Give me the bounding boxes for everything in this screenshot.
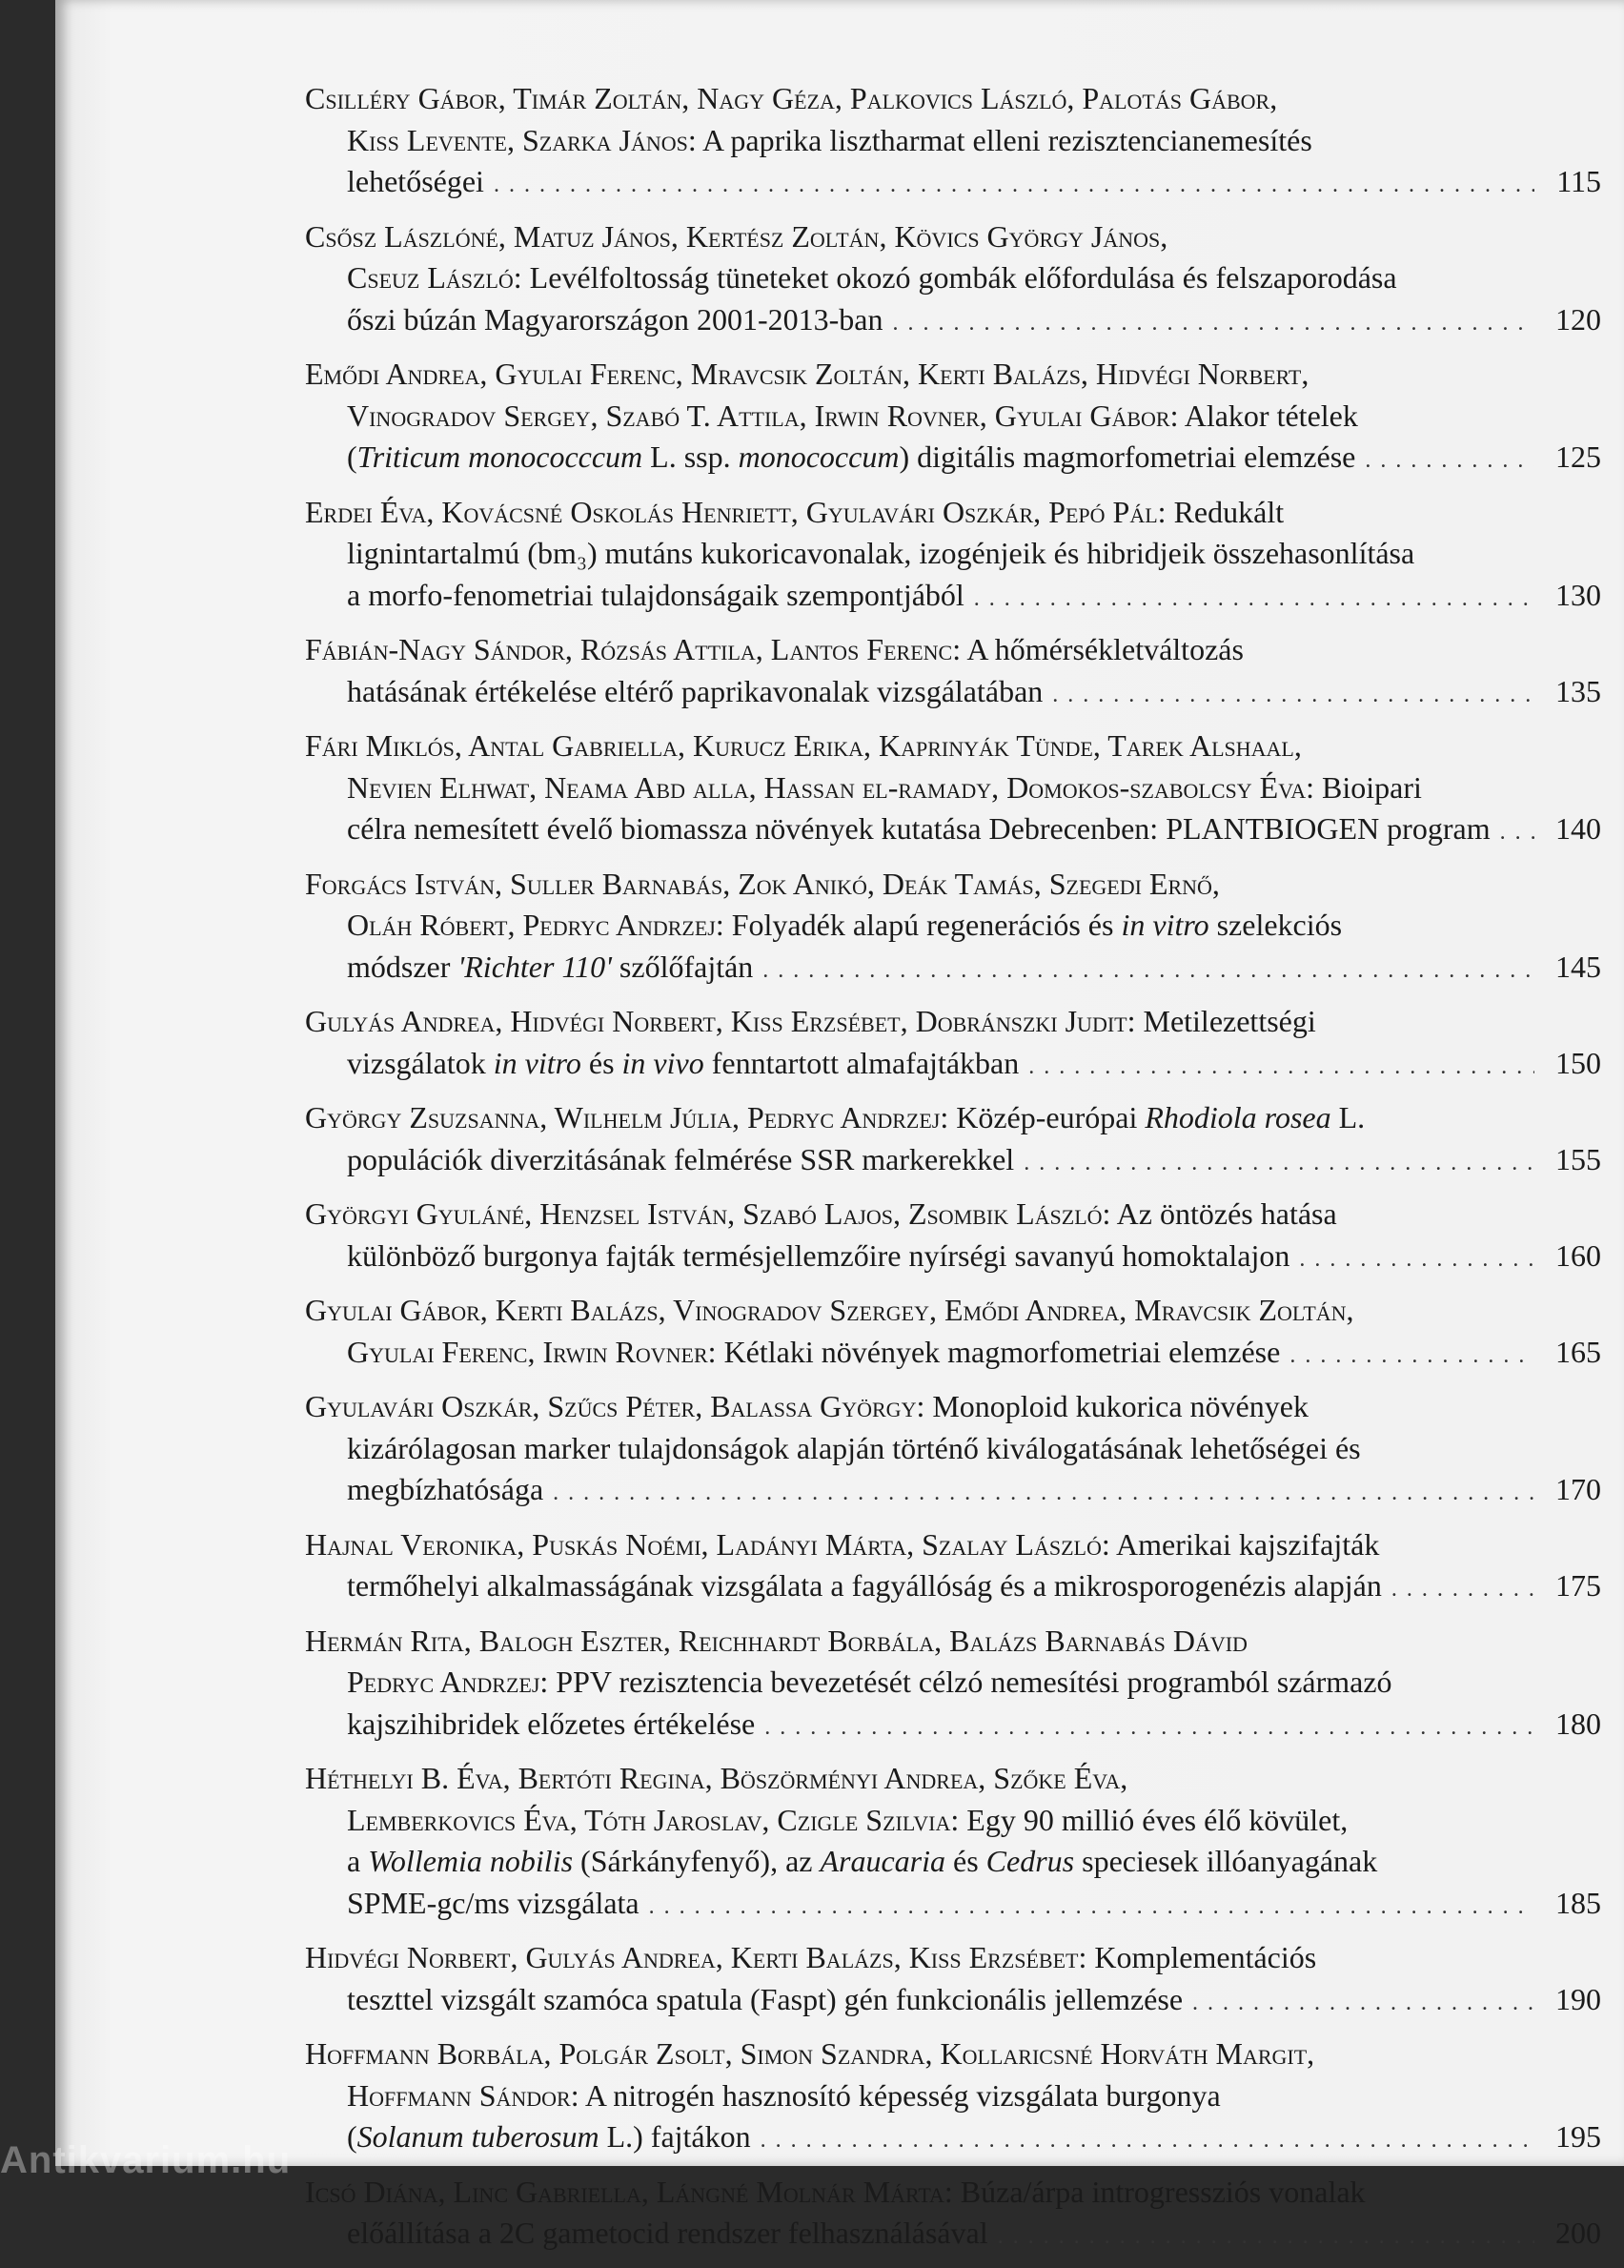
page-number: 165 bbox=[1555, 1334, 1601, 1369]
title-text: : Levélfoltosság tüneteket okozó gombák előfordulása és felszaporodása bbox=[513, 260, 1397, 295]
toc-last-line-text bbox=[347, 1565, 1382, 1607]
toc-line bbox=[305, 2172, 1601, 2214]
italic-text: in vitro bbox=[1121, 908, 1209, 942]
toc-entry bbox=[305, 725, 1601, 854]
toc-line bbox=[305, 2033, 1601, 2075]
title-text: lehetőségei bbox=[347, 164, 484, 198]
title-text: : Bioipari bbox=[1306, 769, 1422, 805]
italic-text: Araucaria bbox=[820, 1844, 946, 1878]
toc-last-line-text bbox=[347, 1332, 1280, 1374]
title-text: L.) fajtákon bbox=[599, 2119, 751, 2154]
title-text: : Amerikai kajszifajták bbox=[1101, 1526, 1380, 1562]
toc-last-line-text bbox=[347, 299, 883, 341]
title-text: : A hőmérsékletváltozás bbox=[952, 632, 1244, 666]
toc-entry bbox=[305, 1621, 1601, 1749]
author-names: Vinogradov Sergey, Szabó T. Attila, Irwin Rovner, Gyulai Gábor bbox=[347, 398, 1170, 433]
title-text: és bbox=[580, 1045, 622, 1080]
title-text: előállítása a 2C gametocid rendszer felhasználásával bbox=[347, 2216, 988, 2250]
toc-last-line-text bbox=[347, 437, 1355, 479]
toc-entry bbox=[305, 629, 1601, 716]
italic-text: monococcum bbox=[738, 439, 900, 474]
toc-last-line-text bbox=[347, 1139, 1014, 1181]
title-text: (Sárkányfenyő), az bbox=[573, 1844, 821, 1878]
toc-last-line-text bbox=[347, 1704, 755, 1746]
toc-last-line bbox=[305, 1332, 1601, 1378]
toc-line bbox=[305, 1937, 1601, 1979]
dot-leader bbox=[494, 165, 1534, 207]
title-text: kajszihibridek előzetes értékelése bbox=[347, 1706, 756, 1741]
toc-line bbox=[305, 1290, 1601, 1332]
page-number: 140 bbox=[1555, 811, 1601, 846]
toc-line bbox=[305, 1841, 1601, 1883]
toc-line bbox=[305, 257, 1601, 299]
toc-line bbox=[305, 905, 1601, 947]
toc-last-line-text bbox=[347, 1883, 639, 1925]
toc-line bbox=[305, 1428, 1601, 1470]
author-names: Csilléry Gábor, Timár Zoltán, Nagy Géza, Palkovics László, Palotás Gábor, bbox=[305, 81, 1278, 115]
page-number: 185 bbox=[1555, 1885, 1601, 1920]
title-text: fenntartott almafajtákban bbox=[703, 1045, 1020, 1080]
title-text: hatásának értékelése eltérő paprikavonalak vizsgálatában bbox=[347, 673, 1044, 708]
toc-last-line-text bbox=[347, 808, 1491, 850]
title-text: teszttel vizsgált szamóca spatula (Faspt) gén funkcionális jellemzése bbox=[347, 1981, 1184, 2016]
dot-leader bbox=[1299, 1239, 1534, 1281]
author-names: Hoffmann Borbála, Polgár Zsolt, Simon Szandra, Kollaricsné Horváth Margit, bbox=[305, 2036, 1315, 2071]
author-names: Erdei Éva, Kovácsné Oskolás Henriett, Gyulavári Oszkár, Pepó Pál bbox=[305, 494, 1158, 529]
toc-entry bbox=[305, 1758, 1601, 1928]
watermark: Antikvarium.hu bbox=[0, 2139, 292, 2181]
title-text: szelekciós bbox=[1208, 908, 1343, 942]
author-names: Hermán Rita, Balogh Eszter, Reichhardt Borbála, Balázs Barnabás Dávid bbox=[305, 1623, 1248, 1658]
toc-last-line bbox=[305, 1704, 1601, 1749]
title-text: SPME-gc/ms vizsgálata bbox=[347, 1885, 639, 1920]
toc-entry bbox=[305, 1194, 1601, 1280]
toc-entry bbox=[305, 1290, 1601, 1377]
table-of-contents bbox=[305, 78, 1601, 2268]
toc-last-line-text bbox=[347, 1469, 543, 1511]
page-number: 135 bbox=[1555, 673, 1601, 708]
title-text: a bbox=[347, 1844, 369, 1878]
title-text: : Alakor tételek bbox=[1169, 398, 1358, 433]
toc-line bbox=[305, 1386, 1601, 1428]
toc-last-line bbox=[305, 947, 1601, 992]
toc-line bbox=[305, 1800, 1601, 1842]
title-text: megbízhatósága bbox=[347, 1472, 544, 1506]
title-text: : Metilezettségi bbox=[1127, 1004, 1316, 1038]
toc-entry bbox=[305, 1001, 1601, 1088]
title-text: : Komplementációs bbox=[1078, 1940, 1317, 1974]
toc-last-line-text bbox=[347, 2213, 988, 2255]
dot-leader bbox=[1024, 1143, 1534, 1185]
italic-text: Solanum tuberosum bbox=[356, 2119, 599, 2154]
toc-line bbox=[305, 767, 1601, 809]
title-text: ) digitális magmorfometriai elemzése bbox=[899, 439, 1356, 474]
author-names: Icsó Diána, Linc Gabriella, Lángné Molnár Márta bbox=[305, 2174, 944, 2209]
toc-last-line bbox=[305, 437, 1601, 482]
italic-text: in vivo bbox=[621, 1045, 704, 1080]
title-text: termőhelyi alkalmasságának vizsgálata a fagyállóság és a mikrosporogenézis alapján bbox=[347, 1568, 1382, 1603]
toc-line bbox=[305, 1194, 1601, 1236]
toc-line bbox=[305, 725, 1601, 767]
title-text: L. ssp. bbox=[642, 439, 739, 474]
title-text: : Közép-európai bbox=[940, 1100, 1146, 1134]
toc-line bbox=[305, 1097, 1601, 1139]
title-text: : A paprika lisztharmat elleni rezisztencianemesítés bbox=[687, 122, 1312, 157]
page-number: 120 bbox=[1555, 301, 1601, 337]
dot-leader bbox=[1289, 1336, 1534, 1378]
page-number: 150 bbox=[1555, 1045, 1601, 1080]
page-number: 145 bbox=[1555, 949, 1601, 984]
dot-leader bbox=[764, 1707, 1534, 1749]
dot-leader bbox=[1365, 440, 1534, 482]
title-text: szőlőfajtán bbox=[611, 949, 754, 984]
dot-leader bbox=[998, 2217, 1534, 2258]
title-text: : Egy 90 millió éves élő kövület, bbox=[950, 1802, 1349, 1837]
author-names: Cseuz László bbox=[347, 260, 514, 295]
title-text: különböző burgonya fajták termésjellemzőire nyírségi savanyú homoktalajon bbox=[347, 1237, 1290, 1273]
page-number: 190 bbox=[1555, 1981, 1601, 2016]
toc-line bbox=[305, 1662, 1601, 1704]
italic-text: 'Richter 110' bbox=[457, 949, 612, 984]
page-number: 160 bbox=[1555, 1237, 1601, 1273]
dot-leader bbox=[1391, 1569, 1534, 1611]
toc-last-line-text bbox=[347, 575, 964, 617]
page-number: 200 bbox=[1555, 2216, 1601, 2250]
toc-last-line bbox=[305, 1565, 1601, 1611]
italic-text: Cedrus bbox=[985, 1844, 1075, 1878]
author-names: Fári Miklós, Antal Gabriella, Kurucz Erika, Kaprinyák Tünde, Tarek Alshaal, bbox=[305, 728, 1302, 763]
toc-last-line bbox=[305, 575, 1601, 621]
author-names: Emődi Andrea, Gyulai Ferenc, Mravcsik Zoltán, Kerti Balázs, Hidvégi Norbert, bbox=[305, 357, 1309, 391]
author-names: Hajnal Veronika, Puskás Noémi, Ladányi Márta, Szalay László bbox=[305, 1526, 1102, 1562]
toc-entry bbox=[305, 2033, 1601, 2162]
toc-last-line-text bbox=[347, 2116, 751, 2158]
toc-last-line bbox=[305, 1139, 1601, 1185]
toc-line bbox=[305, 1758, 1601, 1800]
title-text: : Redukált bbox=[1157, 494, 1285, 529]
page-number: 195 bbox=[1555, 2119, 1601, 2154]
dot-leader bbox=[1052, 675, 1534, 717]
toc-line bbox=[305, 1001, 1601, 1043]
toc-line bbox=[305, 492, 1601, 534]
toc-last-line bbox=[305, 1236, 1601, 1281]
author-names: Gulyás Andrea, Hidvégi Norbert, Kiss Erzsébet, Dobránszki Judit bbox=[305, 1004, 1127, 1038]
toc-entry bbox=[305, 78, 1601, 207]
author-names: Lemberkovics Éva, Tóth Jaroslav, Czigle Szilvia bbox=[347, 1802, 951, 1837]
toc-last-line-text bbox=[347, 947, 753, 989]
dot-leader bbox=[649, 1887, 1534, 1929]
italic-text: in vitro bbox=[493, 1045, 581, 1080]
author-names: Györgyi Gyuláné, Henzsel István, Szabó Lajos, Zsombik László bbox=[305, 1196, 1103, 1231]
author-names: Hidvégi Norbert, Gulyás Andrea, Kerti Balázs, Kiss Erzsébet bbox=[305, 1940, 1079, 1974]
dot-leader bbox=[761, 2120, 1534, 2162]
toc-line bbox=[305, 1524, 1601, 1566]
author-names: Gyulavári Oszkár, Szűcs Péter, Balassa György bbox=[305, 1389, 917, 1423]
toc-last-line bbox=[305, 671, 1601, 717]
book-page bbox=[55, 0, 1624, 2250]
title-text: módszer bbox=[347, 949, 458, 984]
toc-last-line bbox=[305, 2116, 1601, 2162]
title-text: : Az öntözés hatása bbox=[1102, 1196, 1337, 1231]
toc-entry bbox=[305, 354, 1601, 482]
toc-entry bbox=[305, 1097, 1601, 1184]
toc-line bbox=[305, 1621, 1601, 1663]
title-text: L. bbox=[1330, 1100, 1366, 1134]
toc-line bbox=[305, 864, 1601, 906]
page-number: 125 bbox=[1555, 439, 1601, 474]
toc-entry bbox=[305, 864, 1601, 992]
title-text: célra nemesített évelő biomassza növények kutatása Debrecenben: PLANTBIOGEN program bbox=[347, 811, 1491, 846]
page-number: 115 bbox=[1556, 164, 1601, 198]
title-text: : PPV rezisztencia bevezetését célzó nemesítési programból származó bbox=[539, 1665, 1392, 1699]
dot-leader bbox=[893, 303, 1535, 345]
author-names: Pedryc Andrzej bbox=[347, 1665, 540, 1699]
title-text: vizsgálatok bbox=[347, 1045, 494, 1080]
title-text: őszi búzán Magyarországon 2001-2013-ban bbox=[347, 301, 883, 337]
author-names: Csősz Lászlóné, Matuz János, Kertész Zoltán, Kövics György János, bbox=[305, 218, 1168, 254]
author-names: Hoffmann Sándor bbox=[347, 2077, 571, 2113]
toc-entry bbox=[305, 216, 1601, 345]
title-text: populációk diverzitásának felmérése SSR markerekkel bbox=[347, 1141, 1015, 1176]
toc-last-line-text bbox=[347, 1043, 1019, 1085]
toc-line bbox=[305, 629, 1601, 671]
title-text: : A nitrogén hasznosító képesség vizsgálata burgonya bbox=[570, 2077, 1221, 2113]
dot-leader bbox=[974, 579, 1534, 621]
toc-entry bbox=[305, 1524, 1601, 1611]
italic-text: Rhodiola rosea bbox=[1145, 1100, 1331, 1134]
page-number: 130 bbox=[1555, 577, 1601, 612]
page-number: 170 bbox=[1555, 1472, 1601, 1506]
toc-last-line bbox=[305, 1979, 1601, 2025]
author-names: Oláh Róbert, Pedryc Andrzej bbox=[347, 908, 716, 942]
italic-text: Wollemia nobilis bbox=[368, 1844, 574, 1878]
toc-line bbox=[305, 216, 1601, 258]
dot-leader bbox=[1192, 1983, 1534, 2025]
title-text: speciesek illóanyagának bbox=[1074, 1844, 1378, 1878]
toc-last-line bbox=[305, 1469, 1601, 1515]
author-names: Nevien Elhwat, Neama Abd alla, Hassan el-ramady, Domokos-szabolcsy Éva bbox=[347, 769, 1307, 805]
author-names: Héthelyi B. Éva, Bertóti Regina, Böszörményi Andrea, Szőke Éva, bbox=[305, 1761, 1128, 1795]
page-number: 180 bbox=[1555, 1706, 1601, 1741]
title-text: ( bbox=[347, 439, 357, 474]
toc-last-line-text bbox=[347, 161, 484, 203]
author-names: Gyulai Gábor, Kerti Balázs, Vinogradov Szergey, Emődi Andrea, Mravcsik Zoltán, bbox=[305, 1293, 1354, 1327]
title-text: : Búza/árpa introgressziós vonalak bbox=[944, 2174, 1366, 2209]
toc-last-line-text bbox=[347, 1979, 1183, 2021]
dot-leader bbox=[553, 1473, 1534, 1515]
toc-last-line bbox=[305, 1043, 1601, 1089]
dot-leader bbox=[762, 950, 1534, 992]
toc-last-line-text bbox=[347, 1236, 1289, 1277]
toc-line bbox=[305, 78, 1601, 120]
title-text: ( bbox=[347, 2119, 357, 2154]
author-names: Kiss Levente, Szarka János bbox=[347, 122, 688, 157]
title-text: : Monoploid kukorica növények bbox=[916, 1389, 1309, 1423]
toc-entry bbox=[305, 1386, 1601, 1515]
toc-last-line bbox=[305, 1883, 1601, 1929]
toc-last-line bbox=[305, 808, 1601, 854]
page-number: 155 bbox=[1555, 1141, 1601, 1176]
title-text: : Kétlaki növények magmorfometriai elemzése bbox=[707, 1334, 1281, 1369]
author-names: Forgács István, Suller Barnabás, Zok Anikó, Deák Tamás, Szegedi Ernő, bbox=[305, 866, 1220, 901]
author-names: Gyulai Ferenc, Irwin Rovner bbox=[347, 1334, 708, 1369]
title-text: lignintartalmú (bm₃) mutáns kukoricavonalak, izogénjeik és hibridjeik összehasonlítása bbox=[347, 536, 1415, 570]
page-number: 175 bbox=[1555, 1568, 1601, 1603]
dot-leader bbox=[1500, 812, 1534, 854]
toc-line bbox=[305, 533, 1601, 575]
dot-leader bbox=[1028, 1047, 1534, 1089]
toc-entry bbox=[305, 1937, 1601, 2024]
toc-line bbox=[305, 2075, 1601, 2117]
title-text: : Folyadék alapú regenerációs és bbox=[715, 908, 1122, 942]
author-names: György Zsuzsanna, Wilhelm Júlia, Pedryc Andrzej bbox=[305, 1100, 941, 1134]
italic-text: Triticum monococccum bbox=[356, 439, 643, 474]
title-text: kizárólagosan marker tulajdonságok alapján történő kiválogatásának lehetőségei és bbox=[347, 1430, 1361, 1465]
title-text: a morfo-fenometriai tulajdonságaik szempontjából bbox=[347, 577, 964, 612]
toc-line bbox=[305, 120, 1601, 162]
toc-entry bbox=[305, 492, 1601, 621]
title-text: és bbox=[945, 1844, 986, 1878]
toc-line bbox=[305, 354, 1601, 396]
author-names: Fábián-Nagy Sándor, Rózsás Attila, Lantos Ferenc bbox=[305, 632, 953, 666]
toc-line bbox=[305, 396, 1601, 438]
toc-entry bbox=[305, 2172, 1601, 2258]
toc-last-line bbox=[305, 2213, 1601, 2258]
toc-last-line-text bbox=[347, 671, 1043, 713]
toc-last-line bbox=[305, 161, 1601, 207]
toc-last-line bbox=[305, 299, 1601, 345]
